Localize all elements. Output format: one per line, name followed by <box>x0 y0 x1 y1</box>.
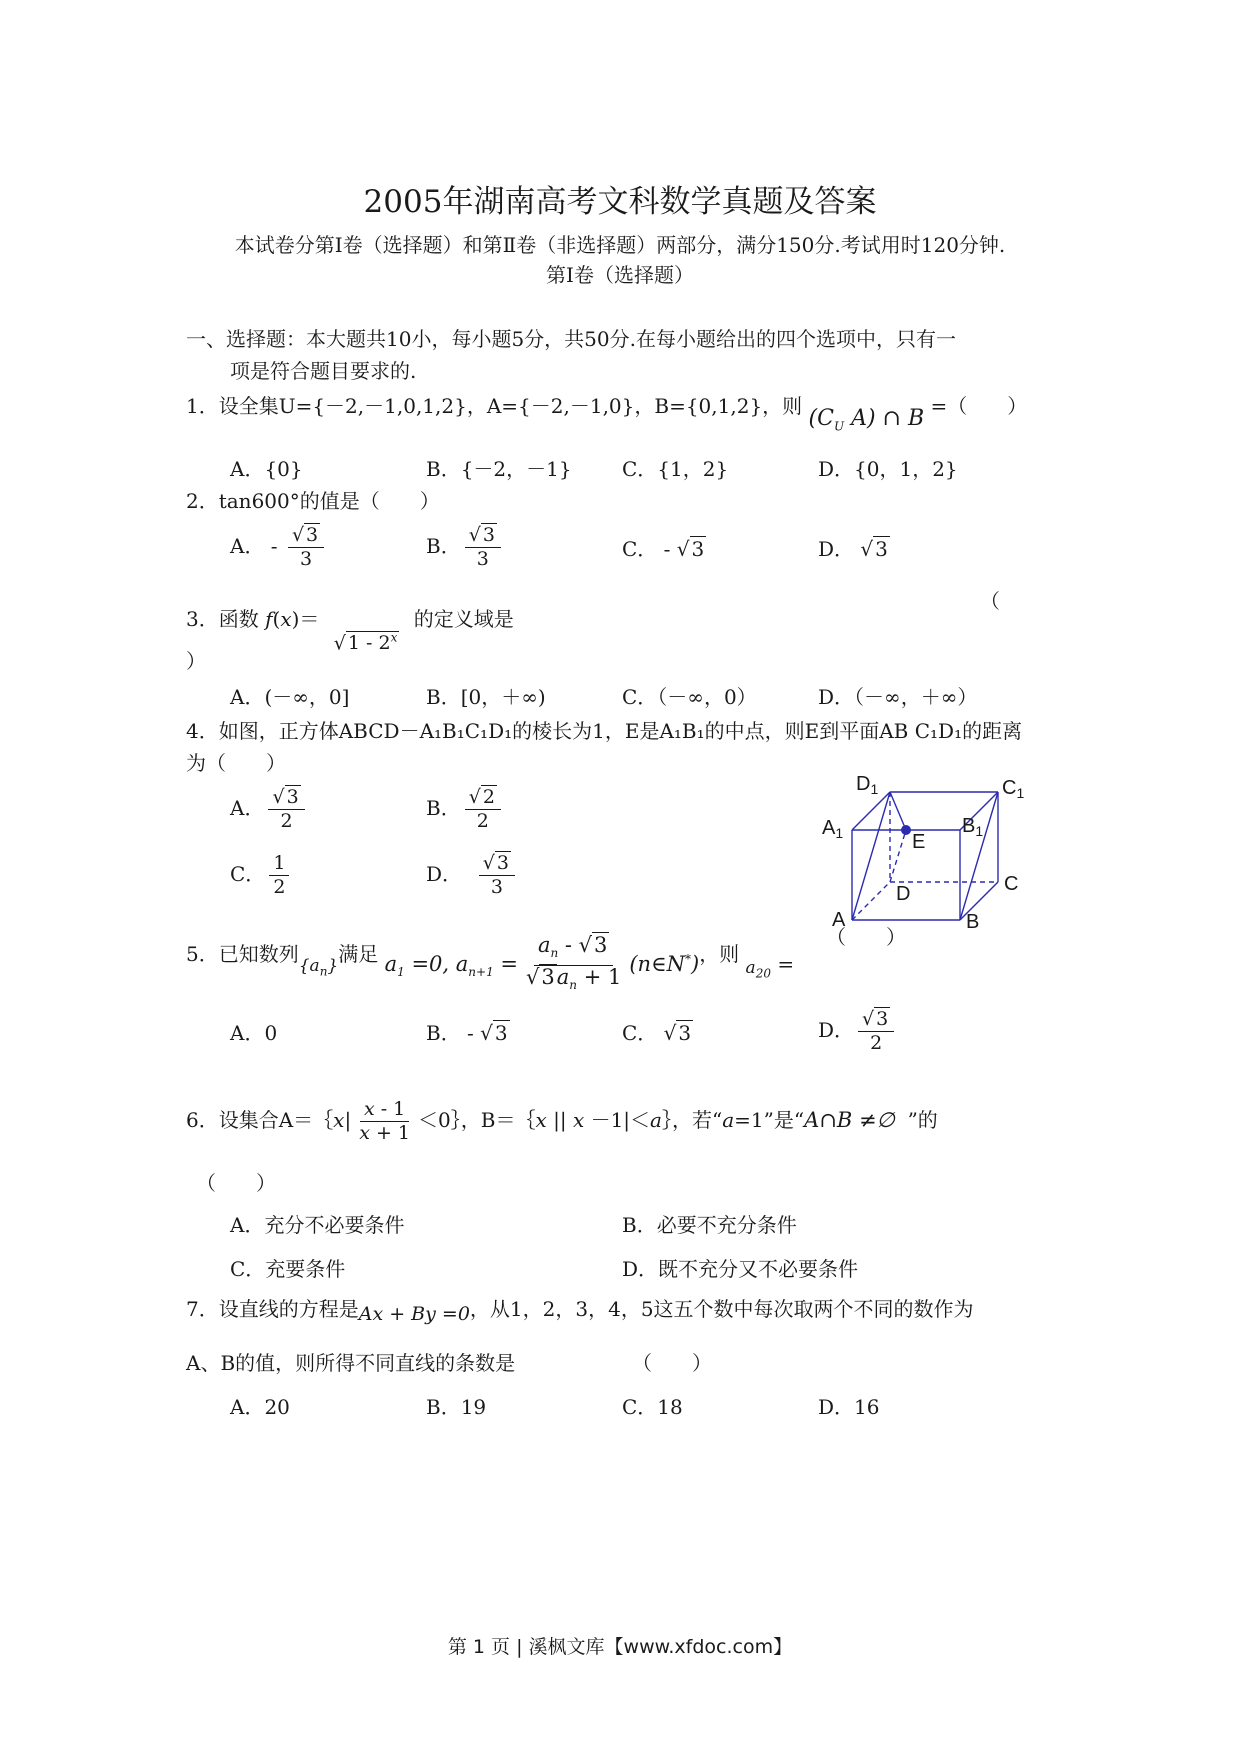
q1-option-b: B．{－2，－1} <box>426 457 572 481</box>
q4-stem-cont: 为（ ） <box>186 751 286 775</box>
q5-option-d: D． $\frac{√ 3}{2}$ <box>818 1008 898 1055</box>
label-b1: $B_1$ <box>962 815 984 839</box>
q3-option-b: B．[0，＋∞) <box>426 685 546 709</box>
q2-option-b: B． $\frac{√ 3}{3}$ <box>426 524 505 571</box>
section-heading: 一、选择题：本大题共10小，每小题5分，共50分.在每小题给出的四个选项中，只有一 <box>186 327 956 351</box>
q7-option-a: A．20 <box>230 1395 290 1419</box>
q2-option-a: A． - $\frac{√ 3}{3}$ <box>230 524 328 571</box>
q4-stem: 4．如图，正方体ABCD－A₁B₁C₁D₁的棱长为1，E是A₁B₁的中点，则E到平面AB C₁D₁的距离 <box>186 719 1023 743</box>
label-a: A <box>832 909 846 931</box>
q2-option-c: C． - √ 3 <box>622 537 705 561</box>
q1-expression: ($C_U$ A) ∩ B <box>808 406 925 434</box>
q6-option-b: B．必要不充分条件 <box>622 1213 797 1237</box>
q7-paren: （ ） <box>632 1351 712 1375</box>
q6-stem: 6．设集合A＝｛x| $\frac{x - 1}{x + 1}$ ＜0｝，B＝｛x || x －1|＜a｝，若“a=1”是“A∩B ≠∅ ”的 <box>186 1098 938 1144</box>
q5-stem: 5．已知数列$_{\{a_n\}}$满足 $a_1 =0$, $a_{n+1}$ = $\frac{a_n - √3}{√3a_n + 1}$ (n∈N*)，则 $_{a_{20}}$ = <box>186 933 795 993</box>
q3-paren-close: ） <box>186 649 206 673</box>
q7-option-b: B．19 <box>426 1395 487 1419</box>
label-b: B <box>966 911 980 933</box>
q7-stem: 7．设直线的方程是Ax + By =0，从1，2，3，4，5这五个数中每次取两个不同的数作为 <box>186 1297 974 1325</box>
q1-option-d: D．{0，1，2} <box>818 457 958 481</box>
label-e: E <box>912 831 926 853</box>
q4-option-c: C． $\frac{1}{2}$ <box>230 852 293 899</box>
point-e-marker <box>901 825 911 835</box>
q4-option-d: D． $\frac{√ 3}{3}$ <box>426 852 519 899</box>
label-c: C <box>1004 873 1019 895</box>
q5-option-a: A．0 <box>230 1021 278 1045</box>
section-heading-cont: 项是符合题目要求的. <box>230 359 417 383</box>
q3-option-a: A．(－∞，0] <box>230 685 350 709</box>
q5-option-b: B． - √ 3 <box>426 1021 508 1045</box>
page-footer: 第 1 页 | 溪枫文库【www.xfdoc.com】 <box>447 1636 793 1658</box>
q2-option-d: D． √ 3 <box>818 537 888 561</box>
q7-option-c: C．18 <box>622 1395 683 1419</box>
q6-option-d: D．既不充分又不必要条件 <box>622 1257 859 1281</box>
label-c1: $C_1$ <box>1002 777 1025 801</box>
q1-option-c: C．{1，2} <box>622 457 729 481</box>
q6-option-a: A．充分不必要条件 <box>230 1213 405 1237</box>
label-d: D <box>896 883 911 905</box>
q7-option-d: D．16 <box>818 1395 880 1419</box>
label-d1: $D_1$ <box>856 773 879 797</box>
q4-option-a: A． $\frac{√ 3}{2}$ <box>230 786 309 833</box>
q1-stem: 1．设全集U={－2,－1,0,1,2}，A={－2,－1,0}，B={0,1,2}，则 ($C_U$ A) ∩ B =（ ） <box>186 394 1028 434</box>
q1-option-a: A．{0} <box>230 457 303 481</box>
q4-option-b: B． $\frac{√ 2}{2}$ <box>426 786 505 833</box>
label-a1: $A_1$ <box>822 817 844 841</box>
q6-option-c: C．充要条件 <box>230 1257 346 1281</box>
q3-option-c: C．（－∞，0） <box>622 685 757 709</box>
q5-paren: （ ） <box>826 925 906 949</box>
q3-option-d: D．（－∞，＋∞） <box>818 685 978 709</box>
part1-heading: 第Ⅰ卷（选择题） <box>546 263 694 287</box>
page-title: 2005年湖南高考文科数学真题及答案 <box>363 184 877 220</box>
q2-stem: 2．tan600°的值是（ ） <box>186 489 440 513</box>
cube-figure <box>820 770 1060 940</box>
q6-paren: （ ） <box>196 1171 276 1195</box>
q7-stem-cont: A、B的值，则所得不同直线的条数是 <box>186 1351 516 1375</box>
q3-stem: 3．函数 f(x)＝ √ 1 - 2$^x$ 的定义域是 <box>186 607 514 655</box>
q5-option-c: C． √ 3 <box>622 1021 692 1045</box>
intro-text: 本试卷分第Ⅰ卷（选择题）和第Ⅱ卷（非选择题）两部分，满分150分.考试用时120分钟. <box>234 233 1006 257</box>
q3-paren-open: （ <box>980 589 1000 613</box>
